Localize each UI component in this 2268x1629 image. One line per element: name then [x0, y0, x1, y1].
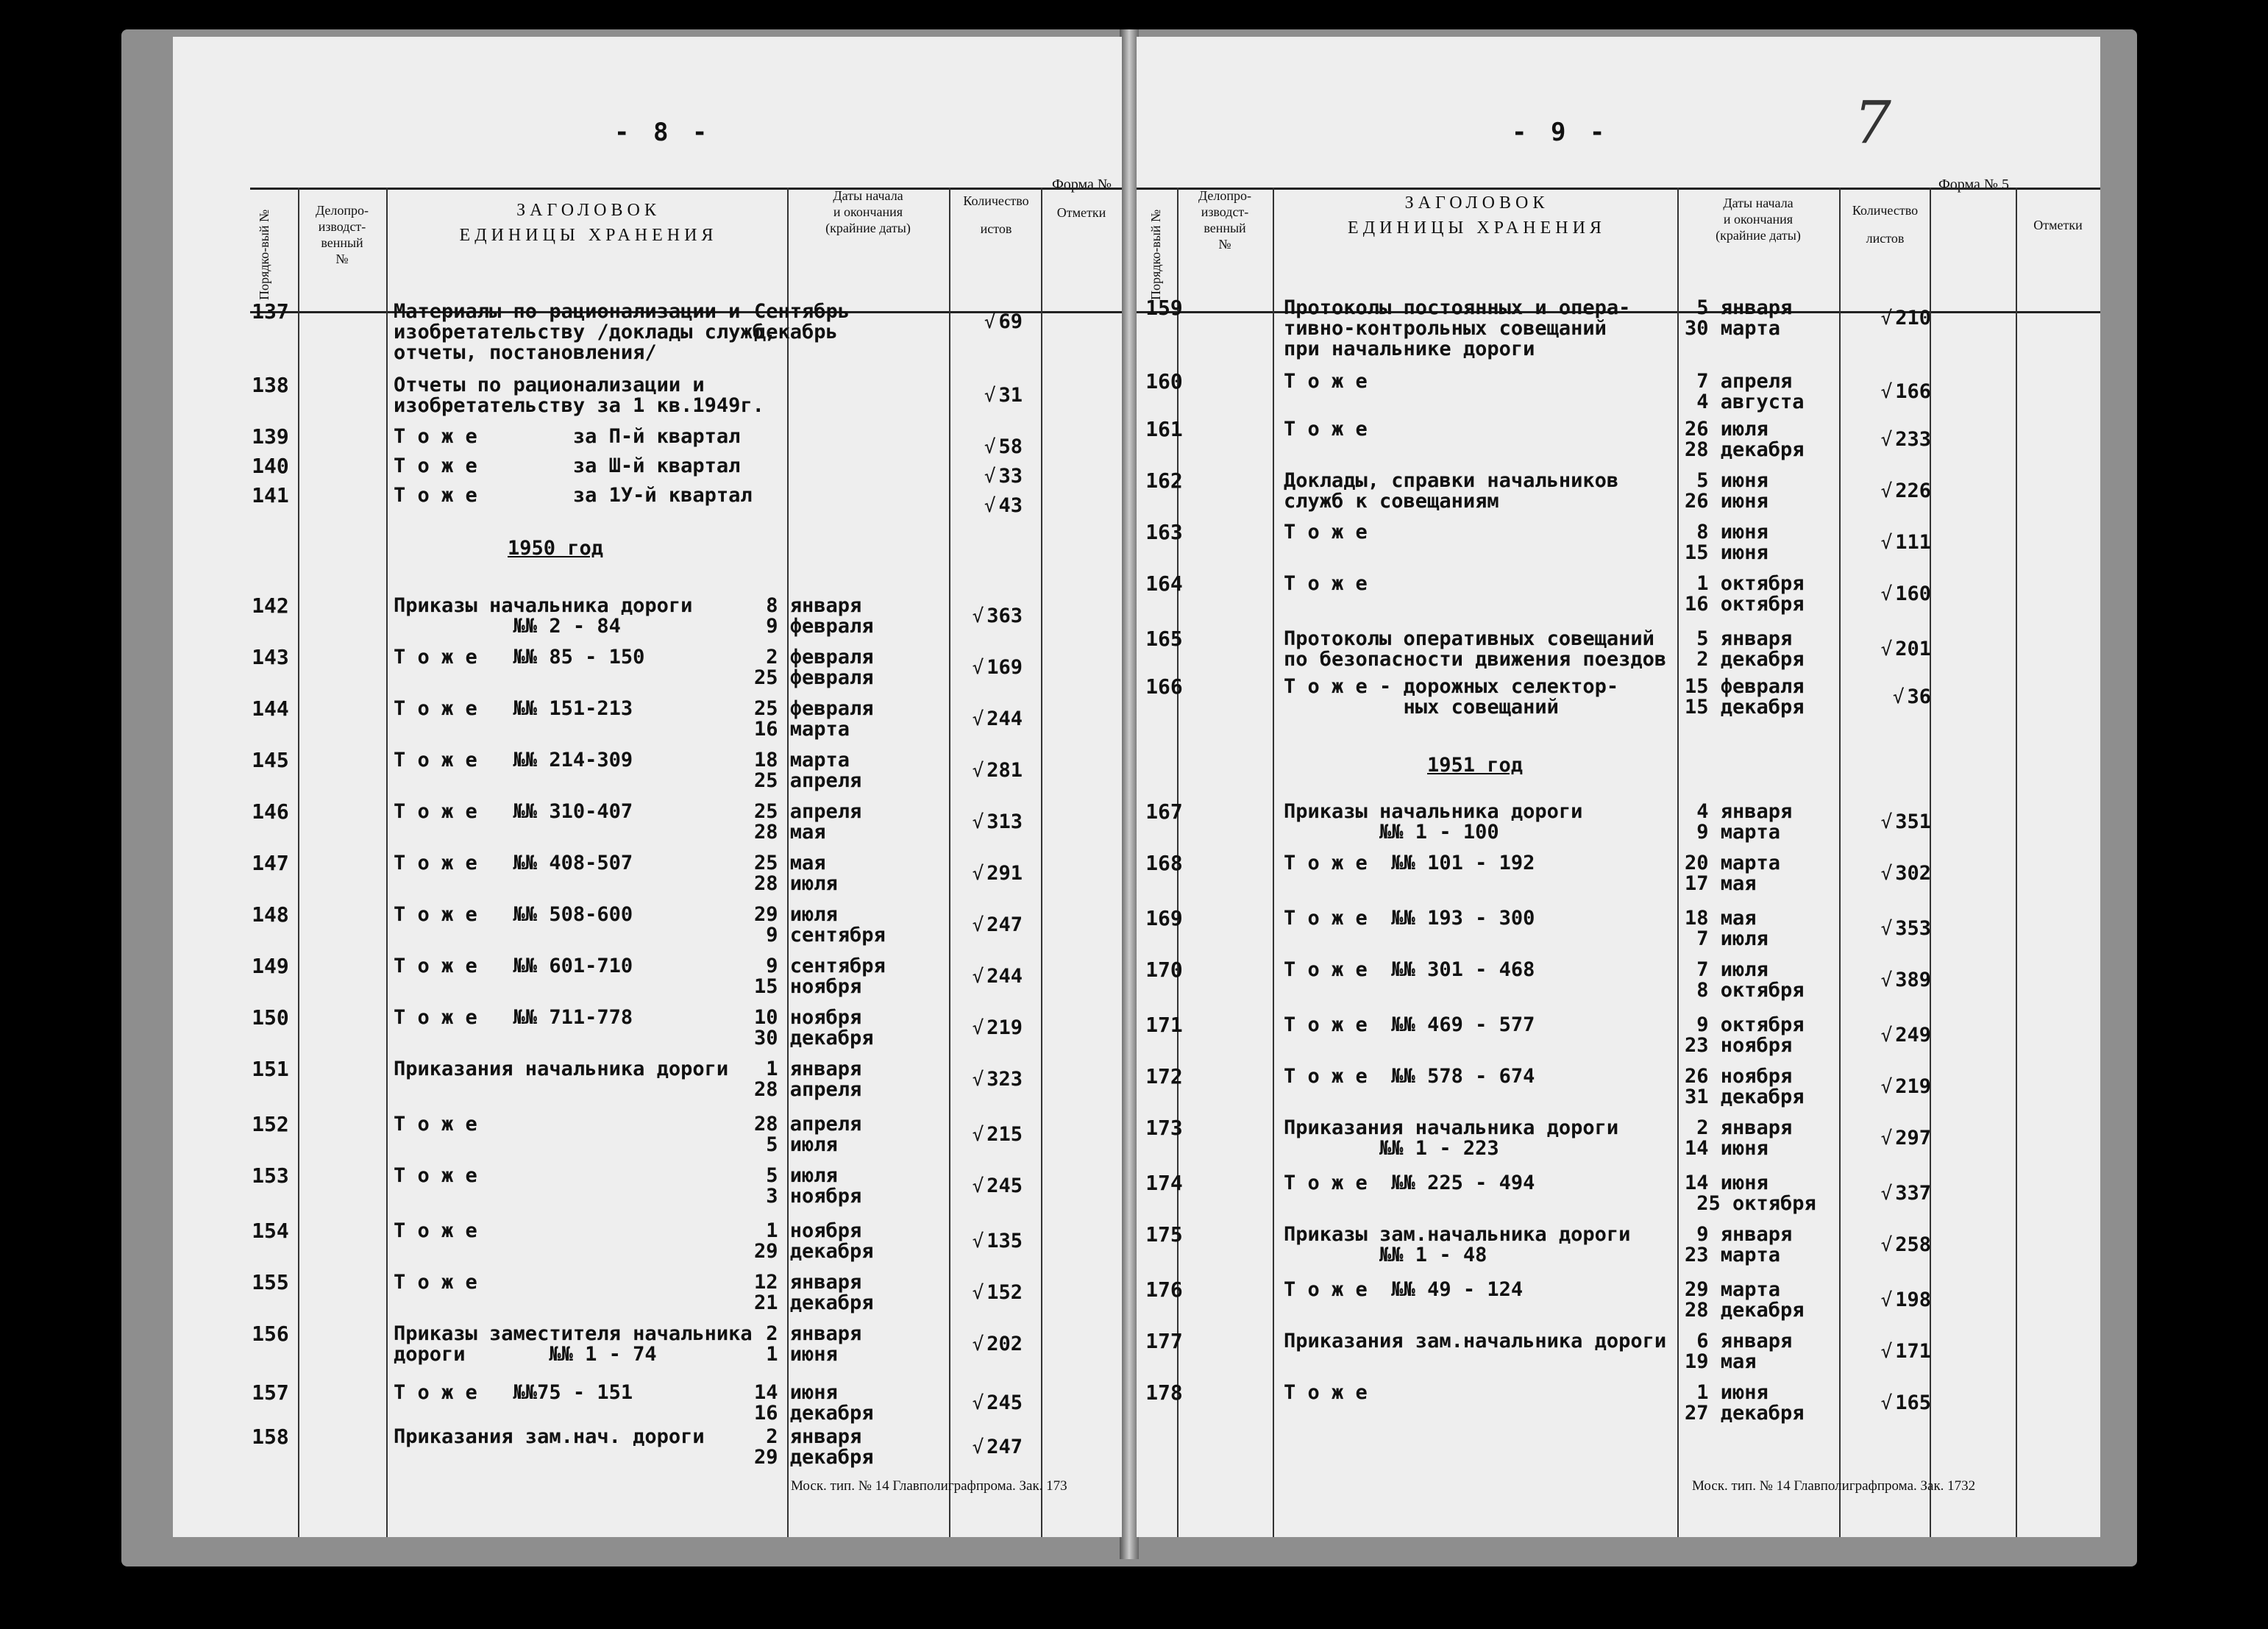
row-number: 156	[252, 1322, 289, 1346]
count-value: 249	[1895, 1024, 1931, 1047]
row-title: Т о ж е	[1284, 1381, 1368, 1404]
header-col-dates: Даты начала и окончания (крайние даты)	[1716, 196, 1801, 243]
header-col-doc: Делопро- изводст- венный №	[315, 203, 369, 266]
left-page	[173, 37, 1122, 1537]
check-mark: √	[972, 657, 984, 679]
row-sheet-count	[971, 1018, 1023, 1038]
row-title: Т о ж е №№ 214-309	[394, 749, 633, 771]
header-col-doc: Делопро- изводст- венный №	[1198, 188, 1252, 252]
row-dates: 26 июля 28 декабря	[1685, 418, 1805, 461]
row-number: 143	[252, 645, 289, 669]
check-mark: √	[984, 495, 996, 517]
row-sheet-count	[971, 966, 1023, 987]
row-sheet-count	[1880, 1183, 1931, 1204]
row-number: 137	[252, 299, 289, 324]
row-title: Приказы зам.начальника дороги №№ 1 - 48	[1284, 1223, 1631, 1266]
check-mark: √	[1880, 969, 1893, 991]
row-sheet-count	[971, 915, 1023, 935]
row-title: Т о ж е за П-й квартал	[394, 425, 741, 448]
row-dates: 25 апреля 28 мая	[754, 800, 862, 844]
row-dates: 2 февраля 25 февраля	[754, 646, 874, 689]
row-sheet-count	[1880, 1393, 1931, 1414]
check-mark: √	[1880, 1341, 1893, 1363]
row-number: 162	[1145, 468, 1183, 493]
check-mark: √	[1880, 480, 1893, 502]
row-number: 170	[1145, 958, 1183, 982]
row-dates: 29 июля 9 сентября	[754, 903, 886, 947]
row-title: Т о ж е №№ 578 - 674	[1284, 1065, 1535, 1088]
row-number: 171	[1145, 1013, 1183, 1037]
row-dates: 29 марта 28 декабря	[1685, 1278, 1805, 1322]
row-title: Т о ж е	[394, 1219, 477, 1242]
row-sheet-count	[1880, 1341, 1931, 1362]
count-value: 135	[987, 1230, 1023, 1252]
check-mark: √	[972, 760, 984, 782]
row-dates: 2 января 1 июня	[766, 1322, 862, 1366]
row-sheet-count	[1880, 584, 1931, 605]
row-title: Т о ж е №№ 151-213	[394, 697, 633, 720]
count-value: 351	[1895, 810, 1931, 833]
count-value: 215	[987, 1123, 1023, 1146]
count-value: 337	[1895, 1182, 1931, 1205]
row-title: Т о ж е - дорожных селектор- ных совещаний	[1284, 675, 1619, 719]
row-title: Т о ж е №№ 101 - 192	[1284, 852, 1535, 874]
row-title: Т о ж е №№ 408-507	[394, 852, 633, 874]
count-value: 33	[998, 465, 1023, 488]
row-title: Приказания начальника дороги	[394, 1058, 729, 1080]
row-title: Т о ж е №№ 301 - 468	[1284, 958, 1535, 981]
count-value: 389	[1895, 969, 1931, 991]
row-number: 168	[1145, 851, 1183, 875]
count-value: 166	[1895, 380, 1931, 403]
header-col-notes: Отметки	[1056, 205, 1106, 220]
header-col-dates: Даты начала и окончания (крайние даты)	[825, 188, 911, 235]
count-value: 245	[987, 1391, 1023, 1414]
count-value: 219	[1895, 1075, 1931, 1098]
row-dates: 2 января 29 декабря	[754, 1425, 874, 1469]
row-number: 173	[1145, 1116, 1183, 1140]
row-number: 157	[252, 1380, 289, 1405]
row-title: Т о ж е	[1284, 370, 1368, 393]
check-mark: √	[1880, 429, 1893, 451]
row-sheet-count	[1880, 1025, 1931, 1046]
check-mark: √	[1880, 583, 1893, 605]
row-title: Т о ж е №№ 508-600	[394, 903, 633, 926]
row-title: Приказания начальника дороги №№ 1 - 223	[1284, 1116, 1619, 1160]
row-sheet-count	[1880, 970, 1931, 991]
check-mark: √	[1880, 1183, 1893, 1205]
row-title: Приказы заместителя начальника дороги №№ 1 - 74	[394, 1322, 753, 1366]
row-sheet-count	[971, 1176, 1023, 1197]
row-title: Т о ж е №№ 225 - 494	[1284, 1172, 1535, 1194]
check-mark: √	[1880, 1076, 1893, 1098]
row-number: 177	[1145, 1329, 1183, 1353]
row-sheet-count	[971, 1231, 1023, 1252]
row-number: 140	[252, 454, 289, 478]
row-title: Приказания зам.начальника дороги	[1284, 1330, 1667, 1352]
count-value: 281	[987, 759, 1023, 782]
row-sheet-count	[971, 1393, 1023, 1414]
check-mark: √	[972, 966, 984, 988]
row-number: 148	[252, 902, 289, 927]
row-title: Т о ж е за Ш-й квартал	[394, 455, 741, 477]
form-label: Форма № 5	[1938, 177, 2009, 193]
form-label: Форма №	[1052, 177, 1112, 193]
count-value: 36	[1907, 685, 1931, 708]
row-dates: 18 мая 7 июля	[1685, 907, 1768, 950]
row-dates: 2 января 14 июня	[1685, 1116, 1793, 1160]
row-title: Т о ж е №№ 469 - 577	[1284, 1013, 1535, 1036]
row-number: 176	[1145, 1277, 1183, 1302]
row-sheet-count	[1880, 812, 1931, 833]
row-title: Т о ж е №№ 310-407	[394, 800, 633, 823]
row-title: Т о ж е за 1У-й квартал	[394, 484, 753, 507]
count-value: 165	[1895, 1391, 1931, 1414]
row-dates: 4 января 9 марта	[1696, 800, 1793, 844]
count-value: 210	[1895, 307, 1931, 329]
row-sheet-count	[1880, 1077, 1931, 1097]
check-mark: √	[972, 1436, 984, 1458]
count-value: 58	[998, 435, 1023, 458]
header-col-count: Количество листов	[1852, 203, 1919, 246]
row-dates: 14 июня 16 декабря	[754, 1381, 874, 1425]
row-sheet-count	[1880, 639, 1931, 660]
row-title: Материалы по рационализации и изобретательству /доклады служб, отчеты, постановления/	[394, 300, 777, 364]
count-value: 247	[987, 913, 1023, 936]
year-heading: 1950 год	[508, 537, 604, 560]
row-sheet-count	[971, 1069, 1023, 1090]
check-mark: √	[972, 914, 984, 936]
row-title: Т о ж е №№ 193 - 300	[1284, 907, 1535, 930]
row-number: 138	[252, 373, 289, 397]
row-dates: 5 января 30 марта	[1685, 296, 1793, 340]
row-dates: 5 июня 26 июня	[1685, 469, 1768, 513]
check-mark: √	[1880, 532, 1893, 554]
row-sheet-count	[971, 863, 1023, 884]
row-sheet-count	[1880, 308, 1931, 329]
row-title: Т о ж е №№ 601-710	[394, 955, 633, 977]
count-value: 219	[987, 1016, 1023, 1039]
row-sheet-count	[971, 466, 1023, 487]
row-title: Т о ж е	[1284, 572, 1368, 595]
row-sheet-count	[971, 709, 1023, 730]
check-mark: √	[972, 1124, 984, 1146]
row-sheet-count	[971, 385, 1023, 406]
count-value: 31	[998, 384, 1023, 407]
check-mark: √	[1880, 811, 1893, 833]
row-sheet-count	[971, 496, 1023, 516]
row-number: 174	[1145, 1171, 1183, 1195]
right-page	[1137, 37, 2100, 1537]
header-col-title: ЗАГОЛОВОК ЕДИНИЦЫ ХРАНЕНИЯ	[459, 201, 718, 245]
row-number: 154	[252, 1219, 289, 1243]
row-dates: 7 июля 8 октября	[1696, 958, 1805, 1002]
row-sheet-count	[1880, 919, 1931, 939]
row-title: Т о ж е №№ 49 - 124	[1284, 1278, 1524, 1301]
row-number: 166	[1145, 674, 1183, 699]
row-sheet-count	[1880, 863, 1931, 884]
row-dates: 1 ноября 29 декабря	[754, 1219, 874, 1263]
page-number: - 9 -	[1512, 118, 1610, 147]
row-number: 175	[1145, 1222, 1183, 1247]
row-dates: 10 ноября 30 декабря	[754, 1006, 874, 1049]
header-col-no: Порядко-вый №	[257, 209, 271, 300]
row-title: Т о ж е	[1284, 521, 1368, 543]
count-value: 202	[987, 1333, 1023, 1355]
row-title: Приказы начальника дороги №№ 1 - 100	[1284, 800, 1583, 844]
count-value: 291	[987, 862, 1023, 885]
row-dates: 7 апреля 4 августа	[1696, 370, 1805, 413]
row-sheet-count	[1880, 382, 1931, 402]
row-sheet-count	[1880, 687, 1931, 707]
row-title: Т о ж е №№75 - 151	[394, 1381, 633, 1404]
check-mark: √	[1880, 1289, 1893, 1311]
row-title: Т о ж е	[1284, 418, 1368, 441]
row-dates: 9 октября 23 ноября	[1685, 1013, 1805, 1057]
count-value: 226	[1895, 480, 1931, 502]
row-number: 139	[252, 424, 289, 449]
row-sheet-count	[1880, 532, 1931, 553]
count-value: 233	[1895, 428, 1931, 451]
header-col-count: Количество истов	[963, 193, 1029, 236]
check-mark: √	[1892, 686, 1905, 708]
row-sheet-count	[971, 760, 1023, 781]
check-mark: √	[972, 811, 984, 833]
row-sheet-count	[971, 1124, 1023, 1145]
row-dates: 6 января 19 мая	[1685, 1330, 1793, 1373]
row-number: 160	[1145, 369, 1183, 393]
row-dates: 5 июля 3 ноября	[766, 1164, 862, 1208]
header-col-notes: Отметки	[2033, 218, 2083, 232]
check-mark: √	[1880, 381, 1893, 403]
row-title: Доклады, справки начальников служб к совещаниям	[1284, 469, 1619, 513]
row-title: Т о ж е	[394, 1164, 477, 1187]
count-value: 43	[998, 494, 1023, 517]
row-dates: 9 сентября 15 ноября	[754, 955, 886, 998]
page-number: - 8 -	[614, 118, 712, 147]
count-value: 198	[1895, 1288, 1931, 1311]
count-value: 258	[1895, 1233, 1931, 1256]
check-mark: √	[972, 1175, 984, 1197]
check-mark: √	[972, 1017, 984, 1039]
count-value: 244	[987, 707, 1023, 730]
row-number: 151	[252, 1057, 289, 1081]
row-title: Приказы начальника дороги №№ 2 - 84	[394, 594, 693, 638]
check-mark: √	[1880, 1127, 1893, 1149]
check-mark: √	[984, 311, 996, 333]
row-dates: 20 марта 17 мая	[1685, 852, 1781, 895]
row-number: 141	[252, 483, 289, 507]
row-dates: 18 марта 25 апреля	[754, 749, 862, 792]
print-footer: Моск. тип. № 14 Главполиграфпрома. Зак. 173	[791, 1478, 1067, 1494]
check-mark: √	[984, 466, 996, 488]
check-mark: √	[1880, 307, 1893, 329]
row-sheet-count	[971, 657, 1023, 678]
row-number: 142	[252, 594, 289, 618]
count-value: 353	[1895, 917, 1931, 940]
row-sheet-count	[971, 1334, 1023, 1355]
count-value: 201	[1895, 638, 1931, 660]
check-mark: √	[972, 1282, 984, 1304]
check-mark: √	[1880, 918, 1893, 940]
row-number: 178	[1145, 1380, 1183, 1405]
check-mark: √	[1880, 1024, 1893, 1047]
row-number: 158	[252, 1425, 289, 1449]
count-value: 245	[987, 1174, 1023, 1197]
row-number: 153	[252, 1163, 289, 1188]
row-dates: 14 июня 25 октября	[1685, 1172, 1816, 1215]
row-number: 159	[1145, 296, 1183, 320]
row-title: Приказания зам.нач. дороги	[394, 1425, 705, 1448]
row-number: 163	[1145, 520, 1183, 544]
count-value: 323	[987, 1068, 1023, 1091]
row-number: 146	[252, 799, 289, 824]
row-sheet-count	[971, 1437, 1023, 1458]
row-number: 145	[252, 748, 289, 772]
count-value: 297	[1895, 1127, 1931, 1149]
row-number: 172	[1145, 1064, 1183, 1088]
count-value: 69	[998, 310, 1023, 333]
check-mark: √	[972, 1392, 984, 1414]
row-sheet-count	[1880, 1290, 1931, 1311]
check-mark: √	[972, 1333, 984, 1355]
count-value: 313	[987, 810, 1023, 833]
row-dates: 1 июня 27 декабря	[1685, 1381, 1805, 1425]
row-dates: 8 июня 15 июня	[1685, 521, 1768, 564]
count-value: 363	[987, 605, 1023, 627]
row-dates: 26 ноября 31 декабря	[1685, 1065, 1805, 1108]
row-number: 165	[1145, 627, 1183, 651]
row-dates: 1 октября 16 октября	[1685, 572, 1805, 616]
row-sheet-count	[971, 312, 1023, 332]
row-sheet-count	[971, 606, 1023, 627]
row-dates: 12 января 21 декабря	[754, 1271, 874, 1314]
count-value: 160	[1895, 582, 1931, 605]
row-number: 149	[252, 954, 289, 978]
check-mark: √	[972, 708, 984, 730]
row-number: 144	[252, 696, 289, 721]
row-number: 169	[1145, 906, 1183, 930]
row-title: Т о ж е №№ 711-778	[394, 1006, 633, 1029]
row-dates: 25 мая 28 июля	[754, 852, 838, 895]
check-mark: √	[972, 1069, 984, 1091]
row-dates: 28 апреля 5 июля	[754, 1113, 862, 1156]
row-sheet-count	[1880, 1235, 1931, 1255]
row-title: Т о ж е №№ 85 - 150	[394, 646, 645, 669]
row-dates: Сентябрь декабрь	[754, 300, 850, 343]
row-sheet-count	[971, 812, 1023, 833]
check-mark: √	[1880, 1234, 1893, 1256]
row-title: Т о ж е	[394, 1113, 477, 1136]
check-mark: √	[1880, 638, 1893, 660]
count-value: 171	[1895, 1340, 1931, 1363]
handwritten-number: 7	[1854, 88, 1891, 157]
check-mark: √	[972, 605, 984, 627]
row-number: 167	[1145, 799, 1183, 824]
row-sheet-count	[971, 1283, 1023, 1303]
row-number: 150	[252, 1005, 289, 1030]
row-number: 152	[252, 1112, 289, 1136]
header-col-no: Порядко-вый №	[1148, 209, 1163, 300]
check-mark: √	[972, 863, 984, 885]
row-number: 155	[252, 1270, 289, 1294]
row-dates: 9 января 23 марта	[1685, 1223, 1793, 1266]
row-title: Отчеты по рационализации и изобретательству за 1 кв.1949г.	[394, 374, 764, 417]
row-number: 147	[252, 851, 289, 875]
row-number: 161	[1145, 417, 1183, 441]
row-title: Протоколы оперативных совещаний по безопасности движения поездов	[1284, 627, 1667, 671]
print-footer: Моск. тип. № 14 Главполиграфпрома. Зак. 1732	[1692, 1478, 1976, 1494]
row-dates: 15 февраля 15 декабря	[1685, 675, 1805, 719]
check-mark: √	[1880, 1392, 1893, 1414]
row-dates: 1 января 28 апреля	[754, 1058, 862, 1101]
count-value: 302	[1895, 862, 1931, 885]
check-mark: √	[1880, 863, 1893, 885]
row-number: 164	[1145, 571, 1183, 596]
row-title: Т о ж е	[394, 1271, 477, 1294]
row-sheet-count	[1880, 429, 1931, 450]
count-value: 111	[1895, 531, 1931, 554]
header-col-title: ЗАГОЛОВОК ЕДИНИЦЫ ХРАНЕНИЯ	[1348, 193, 1606, 238]
count-value: 244	[987, 965, 1023, 988]
row-sheet-count	[1880, 1128, 1931, 1149]
row-dates: 25 февраля 16 марта	[754, 697, 874, 741]
row-dates: 5 января 2 декабря	[1696, 627, 1805, 671]
row-dates: 8 января 9 февраля	[766, 594, 874, 638]
check-mark: √	[972, 1230, 984, 1252]
count-value: 169	[987, 656, 1023, 679]
row-sheet-count	[971, 437, 1023, 457]
count-value: 247	[987, 1436, 1023, 1458]
year-heading: 1951 год	[1427, 754, 1524, 777]
count-value: 152	[987, 1281, 1023, 1304]
check-mark: √	[984, 385, 996, 407]
row-sheet-count	[1880, 481, 1931, 502]
check-mark: √	[984, 436, 996, 458]
row-title: Протоколы постоянных и опера- тивно-контрольных совещаний при начальнике дороги	[1284, 296, 1631, 360]
